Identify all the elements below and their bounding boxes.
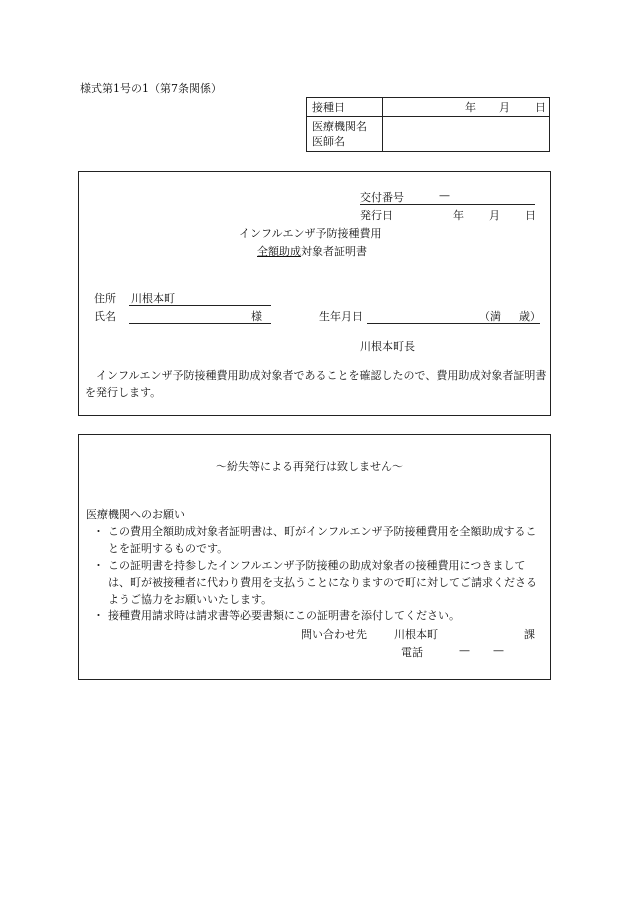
vaccination-date-label: 接種日	[312, 101, 345, 114]
issue-number-label: 交付番号	[360, 191, 404, 204]
list-item: この証明書を持参したインフルエンザ予防接種の助成対象者の接種費用につきましては、町が被接種者に代わり費用を支払うことになりますので町に対してご請求くださるようご協力をお願いいたします。	[108, 559, 537, 606]
certificate-box	[78, 171, 551, 416]
bullet-mark: ・	[93, 609, 104, 622]
contact-label: 問い合わせ先	[301, 628, 367, 641]
issuer-name: 川根本町長	[360, 340, 415, 353]
issue-day: 日	[525, 209, 536, 222]
day-label: 日	[535, 101, 546, 114]
contact-town: 川根本町	[394, 628, 438, 641]
notice-heading: 医療機関へのお願い	[86, 508, 185, 521]
certificate-body-text: インフルエンザ予防接種費用助成対象者であることを確認したので、費用助成対象者証明書を発行します。	[85, 369, 547, 399]
issue-month: 月	[489, 209, 500, 222]
age-close: 歳）	[519, 310, 541, 323]
no-reissue-notice: 〜紛失等による再発行は致しません〜	[216, 460, 403, 473]
contact-section: 課	[524, 628, 535, 641]
institution-name-label: 医療機関名	[312, 120, 367, 133]
vaccination-record-table	[306, 97, 550, 152]
list-item: 接種費用請求時は請求書等必要書類にこの証明書を添付してください。	[108, 609, 460, 622]
doctor-name-label: 医師名	[312, 135, 345, 148]
address-underline	[129, 305, 271, 306]
bullet-mark: ・	[93, 525, 104, 538]
bullet-mark: ・	[93, 559, 104, 572]
full-subsidy-text: 全額助成	[257, 245, 301, 258]
phone-dash-1: —	[459, 644, 470, 657]
address-value: 川根本町	[131, 292, 175, 305]
table-divider	[382, 98, 383, 151]
name-underline	[129, 323, 271, 324]
name-label: 氏名	[94, 310, 116, 323]
year-label: 年	[465, 101, 476, 114]
notice-box	[78, 434, 551, 680]
certificate-title-rest: 対象者証明書	[301, 245, 367, 258]
month-label: 月	[499, 101, 510, 114]
birthdate-label: 生年月日	[319, 310, 363, 323]
certificate-title-line1: インフルエンザ予防接種費用	[239, 227, 382, 240]
name-suffix: 様	[251, 310, 262, 323]
age-open: （満	[479, 310, 501, 323]
issue-date-label: 発行日	[360, 209, 393, 222]
form-number: 様式第1号の1（第7条関係）	[80, 82, 222, 95]
phone-dash-2: —	[493, 644, 504, 657]
issue-year: 年	[453, 209, 464, 222]
address-label: 住所	[94, 292, 116, 305]
phone-label: 電話	[401, 646, 423, 659]
issue-number-underline	[360, 204, 535, 205]
certificate-title-line2	[257, 246, 367, 257]
issue-number-dash: —	[439, 189, 450, 202]
birthdate-underline	[367, 323, 540, 324]
list-item: この費用全額助成対象者証明書は、町がインフルエンザ予防接種費用を全額助成することを証明するものです。	[108, 525, 537, 555]
